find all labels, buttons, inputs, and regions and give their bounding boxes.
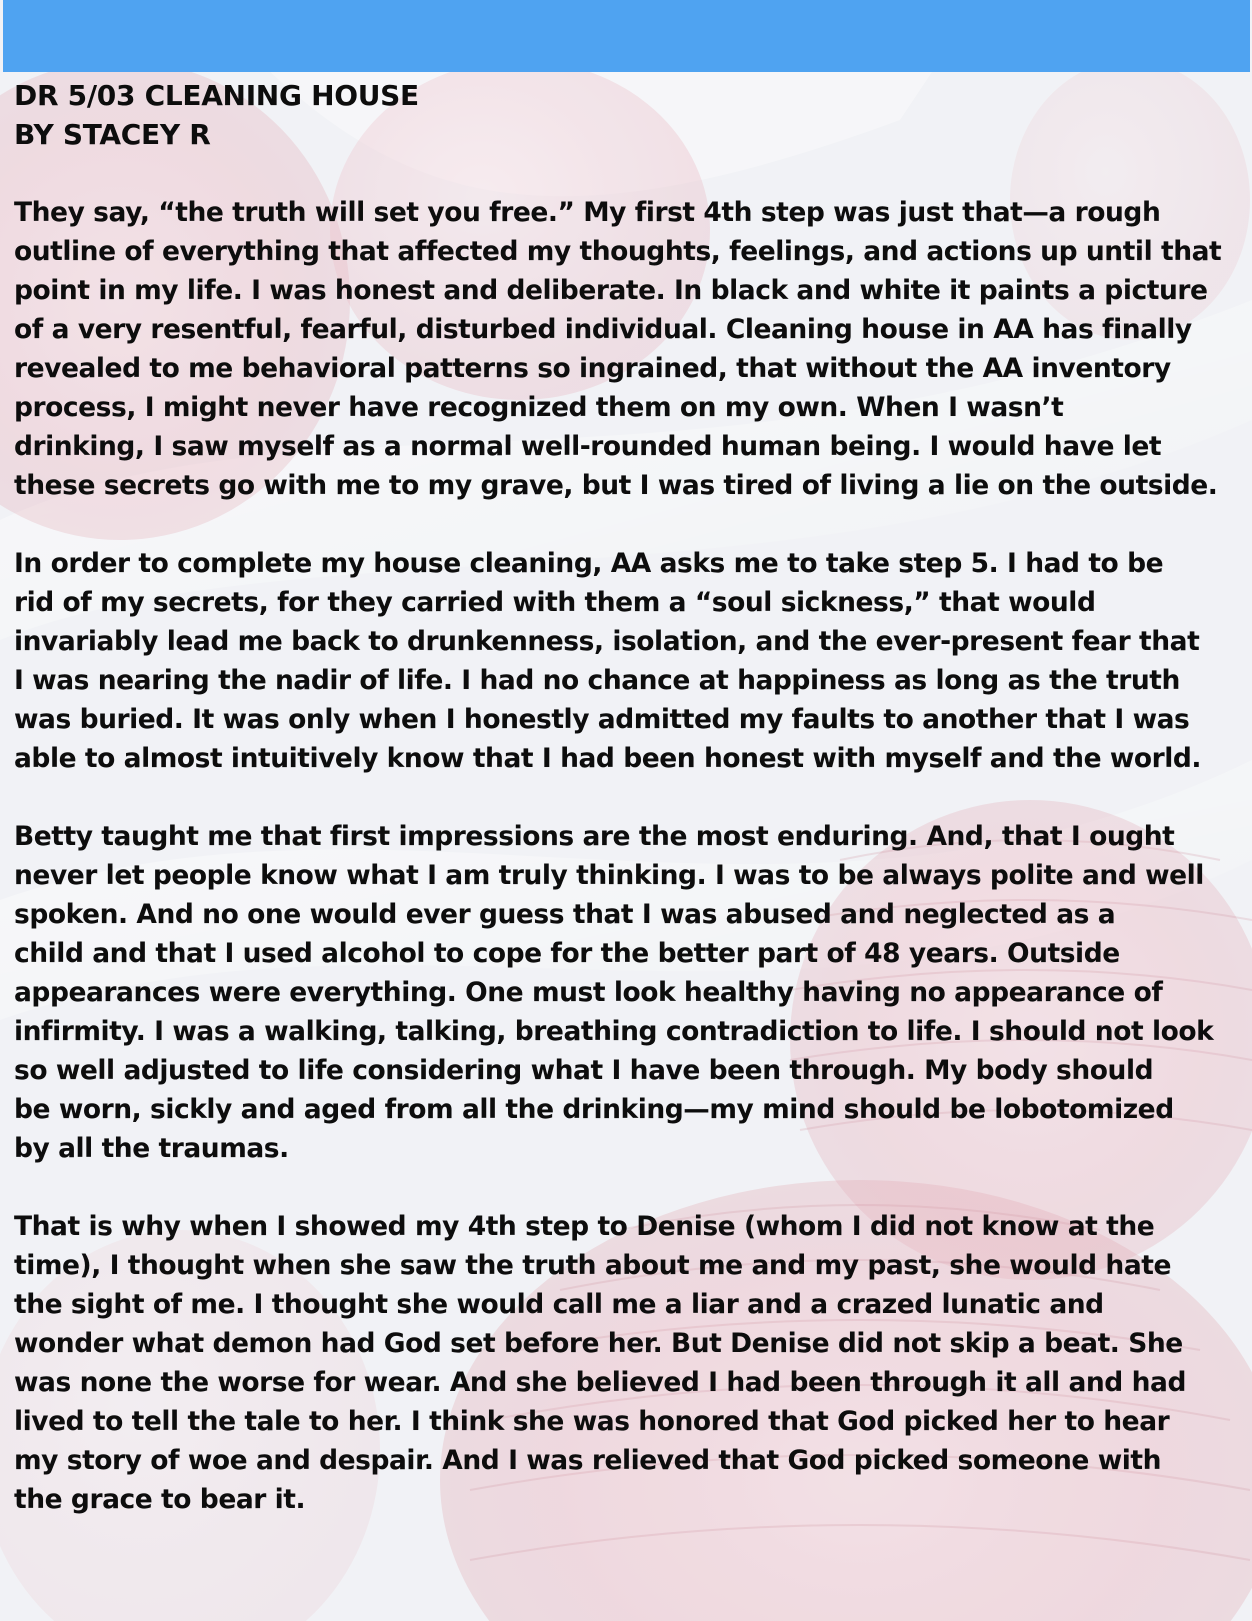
text-line: child and that I used alcohol to cope for the better part of 48 years. Outside <box>14 938 1120 969</box>
article-title: DR 5/03 CLEANING HOUSE <box>14 79 419 112</box>
text-line: process, I might never have recognized them on my own. When I wasn’t <box>14 392 1064 423</box>
paragraph-1 <box>14 193 1246 505</box>
top-banner-bar <box>3 0 1250 72</box>
paragraph-4 <box>14 1207 1246 1519</box>
article-byline: BY STACEY R <box>14 118 211 151</box>
text-line: time), I thought when she saw the truth about me and my past, she would hate <box>14 1250 1171 1281</box>
text-line: appearances were everything. One must look healthy having no appearance of <box>14 977 1163 1008</box>
text-line: That is why when I showed my 4th step to Denise (whom I did not know at the <box>14 1211 1155 1242</box>
text-line: I was nearing the nadir of life. I had no chance at happiness as long as the truth <box>14 665 1180 696</box>
article <box>14 76 1246 1558</box>
text-line: the sight of me. I thought she would call me a liar and a crazed lunatic and <box>14 1289 1104 1320</box>
paragraph-2 <box>14 544 1246 778</box>
text-line: never let people know what I am truly thinking. I was to be always polite and well <box>14 860 1204 891</box>
text-line: invariably lead me back to drunkenness, isolation, and the ever-present fear that <box>14 626 1200 657</box>
text-line: Betty taught me that first impressions are the most enduring. And, that I ought <box>14 821 1175 852</box>
text-line: point in my life. I was honest and deliberate. In black and white it paints a picture <box>14 275 1208 306</box>
text-line: spoken. And no one would ever guess that I was abused and neglected as a <box>14 899 1116 930</box>
text-line: infirmity. I was a walking, talking, breathing contradiction to life. I should not look <box>14 1016 1214 1047</box>
text-line: my story of woe and despair. And I was relieved that God picked someone with <box>14 1445 1162 1476</box>
text-line: was none the worse for wear. And she believed I had been through it all and had <box>14 1367 1186 1398</box>
text-line: of a very resentful, fearful, disturbed individual. Cleaning house in AA has finally <box>14 314 1192 345</box>
text-line: revealed to me behavioral patterns so ingrained, that without the AA inventory <box>14 353 1171 384</box>
text-line: rid of my secrets, for they carried with them a “soul sickness,” that would <box>14 587 1096 618</box>
text-line: drinking, I saw myself as a normal well-rounded human being. I would have let <box>14 431 1162 462</box>
text-line: lived to tell the tale to her. I think she was honored that God picked her to hear <box>14 1406 1170 1437</box>
text-line: the grace to bear it. <box>14 1484 306 1515</box>
text-line: They say, “the truth will set you free.” My first 4th step was just that—a rough <box>14 197 1161 228</box>
article-body <box>14 193 1246 1519</box>
text-line: was buried. It was only when I honestly admitted my faults to another that I was <box>14 704 1190 735</box>
text-line: outline of everything that affected my thoughts, feelings, and actions up until that <box>14 236 1222 267</box>
text-line: so well adjusted to life considering what I have been through. My body should <box>14 1055 1154 1086</box>
text-line: wonder what demon had God set before her. But Denise did not skip a beat. She <box>14 1328 1183 1359</box>
text-line: these secrets go with me to my grave, but I was tired of living a lie on the outside. <box>14 470 1218 501</box>
text-line: In order to complete my house cleaning, AA asks me to take step 5. I had to be <box>14 548 1164 579</box>
text-line: by all the traumas. <box>14 1133 289 1164</box>
text-line: able to almost intuitively know that I had been honest with myself and the world. <box>14 743 1202 774</box>
paragraph-3 <box>14 817 1246 1168</box>
text-line: be worn, sickly and aged from all the drinking—my mind should be lobotomized <box>14 1094 1174 1125</box>
